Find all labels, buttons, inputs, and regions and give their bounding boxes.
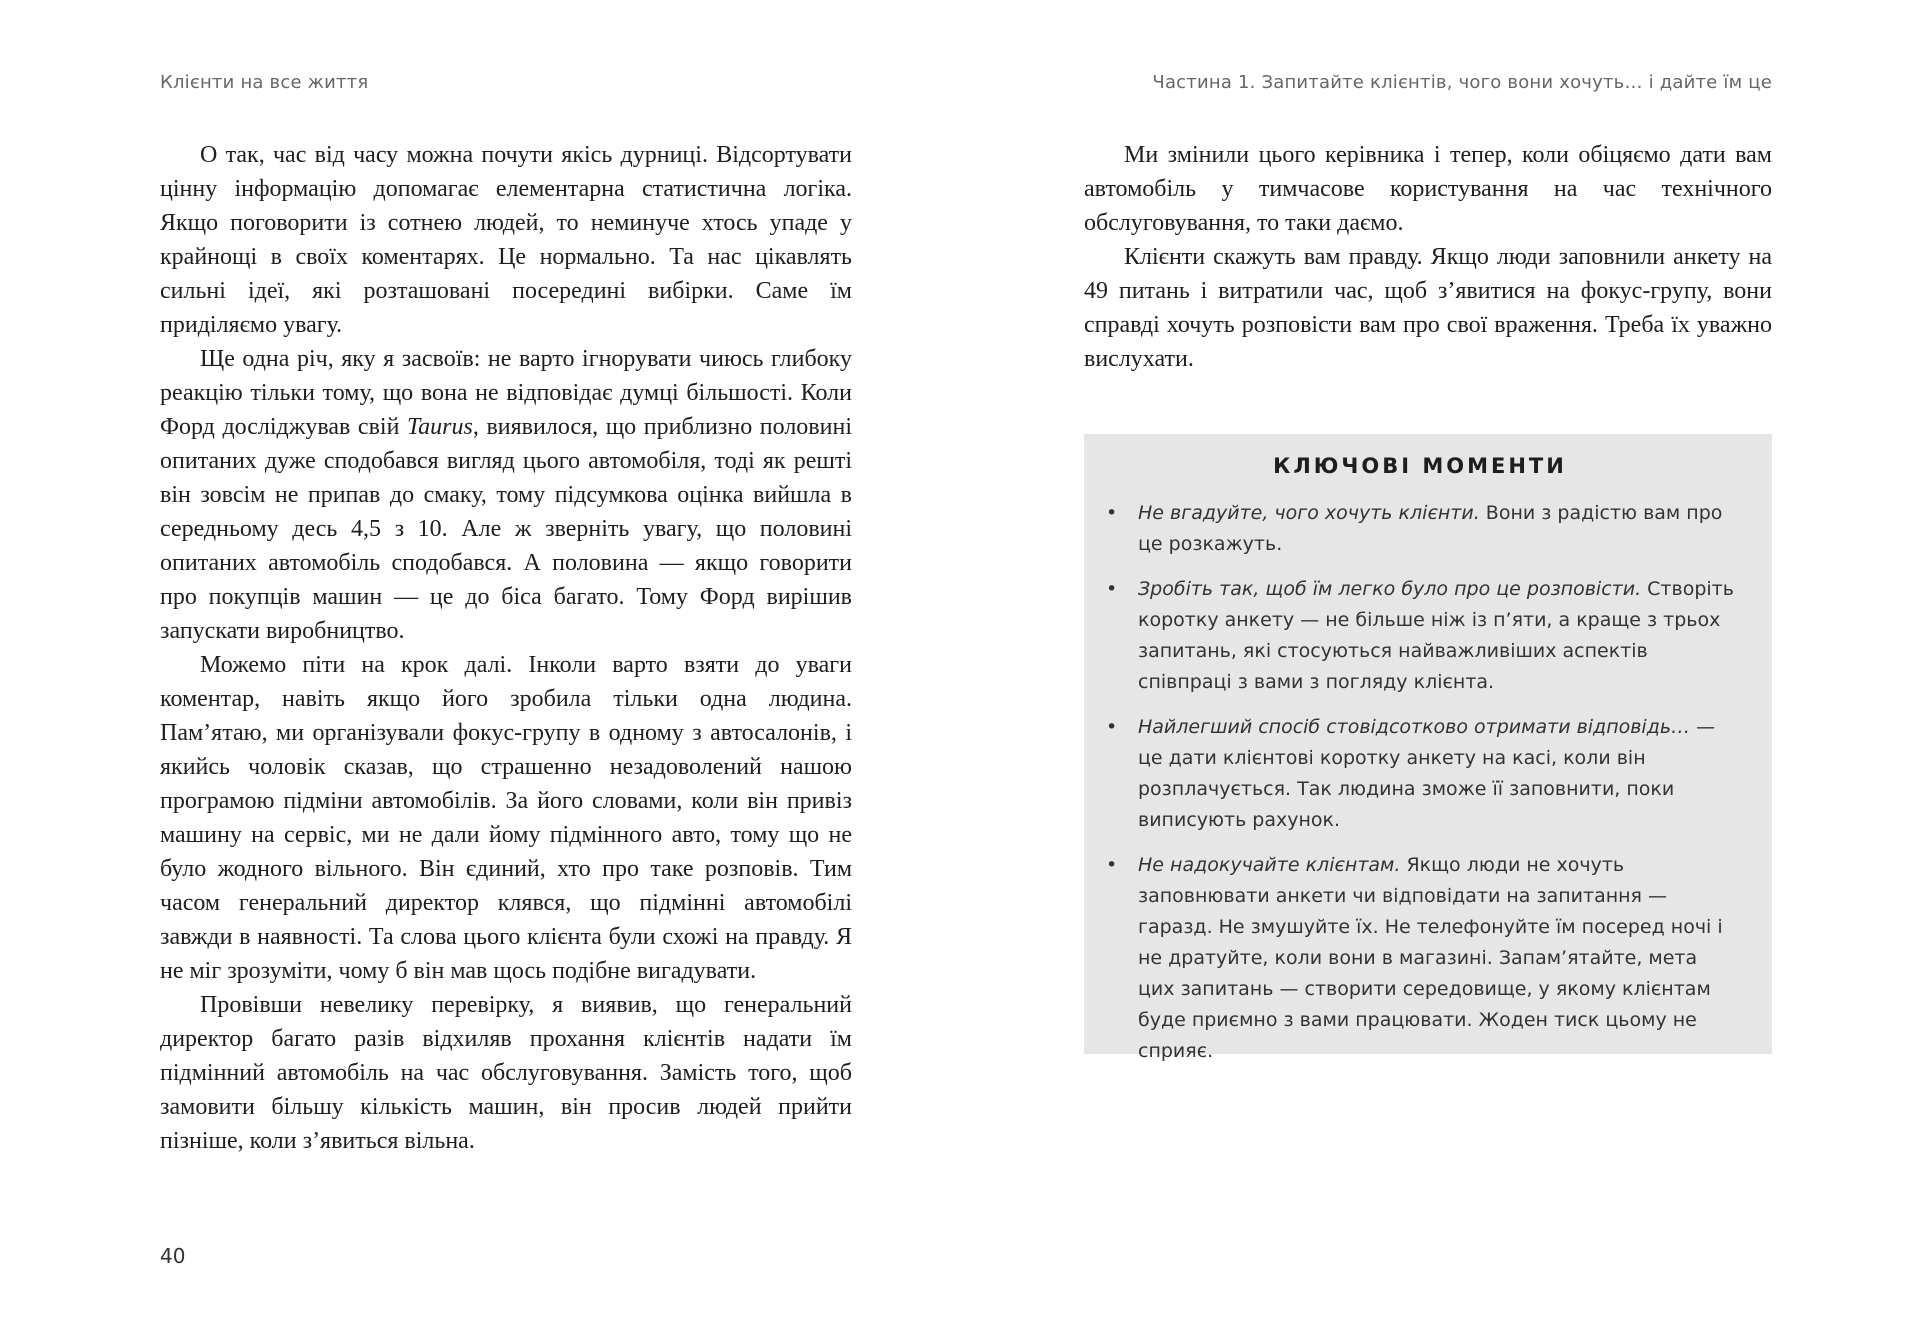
paragraph: Клієнти скажуть вам правду. Якщо люди заповнили анкету на 49 питань і витратили час, щоб з’явитися на фокус-групу, вони справді хочуть розповісти вам про свої враження. Треба їх уважно вислухати. [1084,244,1772,372]
key-point-item [1104,850,1736,1067]
key-point-lead: Не надокучайте клієнтам. [1138,854,1401,876]
bullet-icon: • [1106,502,1118,524]
paragraph-ford [160,342,852,648]
key-point-text: це дати клієнтові коротку анкету на касі, коли він розплачується. Так людина зможе її заповнити, поки виписують рахунок. [1138,747,1675,831]
key-point-text: Створіть коротку анкету — не більше ніж із п’яти, а краще з трьох запитань, які стосуються найважливіших аспектів співпраці з вами з погляду клієнта. [1138,578,1734,693]
key-point-item [1104,712,1736,836]
paragraph-ford-part: Ще одна річ, яку я засвоїв: не варто ігнорувати чиюсь глибоку реакцію тільки тому, що вона не відповідає думці більшості. Коли Форд досліджував свій [160,346,852,440]
paragraph: Ми змінили цього керівника і тепер, коли обіцяємо дати вам автомобіль у тимчасове користування на час технічного обслуговування, то таки даємо. [1084,142,1772,236]
key-point-lead: Найлегший спосіб стовідсотково отримати відповідь… — [1138,716,1716,738]
paragraph-ford-part: , виявилося, що приблизно половині опитаних дуже сподобався вигляд цього автомобіля, тоді як решті він зовсім не припав до смаку, тому підсумкова оцінка вийшла в середньому десь 4,5 з 10. Але ж зверніть увагу, що половині опитаних автомобіль сподобався. А половина — якщо говорити про покупців машин — це до біса багато. Тому Форд вирішив запускати виробництво. [160,414,852,644]
key-point-lead: Не вгадуйте, чого хочуть клієнти. [1138,502,1480,524]
key-point-item [1104,498,1736,560]
bullet-icon: • [1106,578,1118,600]
paragraph: Можемо піти на крок далі. Інколи варто взяти до уваги коментар, навіть якщо його зробила тільки одна людина. Пам’ятаю, ми організували фокус-групу в одному з автосалонів, і якийсь чоловік сказав, що страшенно незадоволений нашою програмою підміни автомобілів. За його словами, коли він привіз машину на сервіс, ми не дали йому підмінного авто, тому що не було жодного вільного. Він єдиний, хто про таке розповів. Тим часом генеральний директор клявся, що підмінні автомобілі завжди в наявності. Та слова цього клієнта були схожі на правду. Я не міг зрозуміти, чому б він мав щось подібне вигадувати. [160,652,852,984]
paragraph: Провівши невелику перевірку, я виявив, що генеральний директор багато разів відхиляв прохання клієнтів надати їм підмінний автомобіль на час обслуговування. Замість того, щоб замовити більшу кількість машин, він просив людей прийти пізніше, коли з’явиться вільна. [160,992,852,1154]
key-point-text: Якщо люди не хочуть заповнювати анкети чи відповідати на запитання — гаразд. Не змушуйте їх. Не телефонуйте їм посеред ночі і не дратуйте, коли вони в магазині. Запам’ятайте, мета цих запитань — створити середовище, у якому клієнтам буде приємно з вами працювати. Жоден тиск цьому не сприяє. [1138,854,1723,1062]
key-point-text: Вони з радістю вам про це розкажуть. [1138,502,1723,555]
page-number: 40 [160,1244,186,1268]
running-head-right: Частина 1. Запитайте клієнтів, чого вони хочуть… і дайте їм це [1152,72,1772,93]
key-point-lead: Зробіть так, щоб їм легко було про це розповісти. [1138,578,1642,600]
bullet-icon: • [1106,716,1118,738]
paragraph: О так, час від часу можна почути якісь дурниці. Відсортувати цінну інформацію допомагає елементарна статистична логіка. Якщо поговорити із сотнею людей, то неминуче хтось упаде у крайнощі в своїх коментарях. Це нормально. Та нас цікавлять сильні ідеї, які розташовані посередині вибірки. Саме їм приділяємо увагу. [160,142,852,338]
running-head-left: Клієнти на все життя [160,72,369,93]
key-points-title: КЛЮЧОВІ МОМЕНТИ [1273,454,1567,478]
bullet-icon: • [1106,854,1118,876]
right-page [960,0,1920,1324]
key-points-list [1104,498,1736,1067]
key-points-box [1084,434,1772,1062]
taurus-model-name: Taurus [407,414,473,440]
key-point-item [1104,574,1736,698]
right-body-text [1084,138,1772,376]
left-body-text [160,138,852,1158]
